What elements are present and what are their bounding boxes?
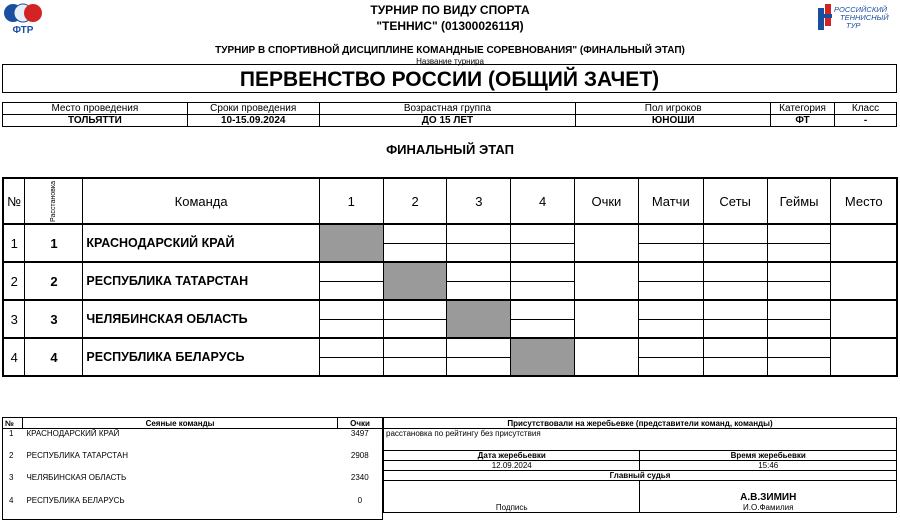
- self-cell: [319, 224, 383, 262]
- score-cell: [511, 224, 575, 243]
- games-cell: [767, 357, 831, 376]
- self-cell: [511, 338, 575, 376]
- score-cell: [447, 338, 511, 357]
- info-table: [2, 102, 897, 127]
- row-team: ЧЕЛЯБИНСКАЯ ОБЛАСТЬ: [83, 300, 320, 338]
- table-row: [3, 262, 897, 281]
- draw-present-value: расстановка по рейтингу без присутствия: [384, 429, 897, 451]
- games-cell: [767, 243, 831, 262]
- draw-datetime-row: [384, 461, 897, 471]
- rtt-logo-line-1: РОССИЙСКИЙ: [834, 5, 887, 14]
- draw-present-label: Присутствовали на жеребьевке (представители команд, команды): [384, 418, 897, 429]
- score-cell: [447, 243, 511, 262]
- matches-cell: [638, 243, 703, 262]
- score-cell: [319, 357, 383, 376]
- seeded-team: РЕСПУБЛИКА ТАТАРСТАН: [26, 450, 128, 460]
- info-value-venue: ТОЛЬЯТТИ: [3, 115, 188, 127]
- score-cell: [447, 262, 511, 281]
- matches-cell: [638, 357, 703, 376]
- score-cell: [511, 300, 575, 319]
- score-cell: [383, 338, 447, 357]
- points-cell: [574, 224, 638, 262]
- self-cell: [383, 262, 447, 300]
- score-cell: [511, 262, 575, 281]
- table-row: [3, 224, 897, 243]
- draw-present-header-row: [384, 418, 897, 429]
- discipline-title: ТУРНИР В СПОРТИВНОЙ ДИСЦИПЛИНЕ КОМАНДНЫЕ СОРЕВНОВАНИЯ" (ФИНАЛЬНЫЙ ЭТАП): [215, 45, 685, 56]
- seeded-header-num: №: [3, 418, 23, 429]
- draw-time-label: Время жеребьевки: [640, 451, 897, 461]
- matches-cell: [638, 262, 703, 281]
- list-item: [3, 429, 383, 451]
- seeded-num: 4: [3, 496, 23, 520]
- grid-header-num: №: [3, 178, 25, 224]
- seeded-header-points: Очки: [338, 418, 383, 429]
- info-label-dates: Сроки проведения: [187, 103, 319, 115]
- grid-header-row: [3, 178, 897, 224]
- grid-header-opp-2: 2: [383, 178, 447, 224]
- table-row: [3, 338, 897, 357]
- info-value-dates: 10-15.09.2024: [187, 115, 319, 127]
- score-cell: [383, 357, 447, 376]
- sets-cell: [703, 224, 767, 243]
- ftr-logo-text: ФТР: [12, 25, 34, 36]
- score-cell: [383, 319, 447, 338]
- grid-header-seed-label: Расстановка: [50, 180, 58, 222]
- seeded-num: 2: [3, 451, 23, 473]
- matches-cell: [638, 319, 703, 338]
- score-cell: [319, 262, 383, 281]
- grid-header-sets: Сеты: [703, 178, 767, 224]
- games-cell: [767, 319, 831, 338]
- draw-referee-label: Главный судья: [384, 471, 897, 481]
- info-label-class: Класс: [835, 103, 897, 115]
- score-cell: [511, 281, 575, 300]
- seeded-points: 2908: [338, 451, 383, 473]
- info-label-venue: Место проведения: [3, 103, 188, 115]
- row-team: КРАСНОДАРСКИЙ КРАЙ: [83, 224, 320, 262]
- list-item: [3, 473, 383, 496]
- grid-header-opp-1: 1: [319, 178, 383, 224]
- games-cell: [767, 262, 831, 281]
- row-num: 4: [3, 338, 25, 376]
- info-values-row: [3, 115, 897, 127]
- grid-header-matches: Матчи: [638, 178, 703, 224]
- info-label-category: Категория: [771, 103, 835, 115]
- sets-cell: [703, 262, 767, 281]
- row-num: 3: [3, 300, 25, 338]
- self-cell: [447, 300, 511, 338]
- score-cell: [383, 300, 447, 319]
- draw-signature-cell: [384, 481, 640, 513]
- info-labels-row: [3, 103, 897, 115]
- draw-present-row: [384, 429, 897, 451]
- points-cell: [574, 300, 638, 338]
- draw-date-value: 12.09.2024: [384, 461, 640, 471]
- seeded-points: 3497: [338, 429, 383, 451]
- row-seed: 4: [25, 338, 83, 376]
- draw-table: [383, 417, 897, 513]
- place-cell: [831, 338, 897, 376]
- points-cell: [574, 338, 638, 376]
- sets-cell: [703, 281, 767, 300]
- score-cell: [447, 357, 511, 376]
- score-cell: [383, 243, 447, 262]
- sets-cell: [703, 300, 767, 319]
- seeded-num: 3: [3, 473, 23, 496]
- rtt-logo-line-3: ТУР: [846, 21, 861, 30]
- games-cell: [767, 338, 831, 357]
- seeded-team: РЕСПУБЛИКА БЕЛАРУСЬ: [22, 496, 337, 520]
- seeded-points: 2340: [338, 473, 383, 496]
- score-cell: [319, 300, 383, 319]
- row-seed: 1: [25, 224, 83, 262]
- draw-time-value: 15:46: [640, 461, 897, 471]
- score-cell: [319, 319, 383, 338]
- matches-cell: [638, 224, 703, 243]
- points-cell: [574, 262, 638, 300]
- info-value-gender: ЮНОШИ: [576, 115, 771, 127]
- info-value-age: ДО 15 ЛЕТ: [319, 115, 576, 127]
- games-cell: [767, 281, 831, 300]
- table-row: [3, 300, 897, 319]
- tournament-name-label: Название турнира: [416, 57, 484, 66]
- row-team: РЕСПУБЛИКА ТАТАРСТАН: [83, 262, 320, 300]
- seeded-team: КРАСНОДАРСКИЙ КРАЙ: [26, 429, 120, 438]
- draw-referee-row: [384, 481, 897, 513]
- seeded-num: 1: [3, 429, 23, 451]
- score-cell: [319, 338, 383, 357]
- grid-header-opp-3: 3: [447, 178, 511, 224]
- draw-referee-name: А.В.ЗИМИН: [740, 492, 797, 503]
- seeded-team: ЧЕЛЯБИНСКАЯ ОБЛАСТЬ: [26, 472, 127, 482]
- row-num: 1: [3, 224, 25, 262]
- title-line-1: ТУРНИР ПО ВИДУ СПОРТА: [370, 3, 530, 17]
- stage-title: ФИНАЛЬНЫЙ ЭТАП: [386, 142, 514, 157]
- row-seed: 2: [25, 262, 83, 300]
- seeded-points: 0: [338, 496, 383, 520]
- row-num: 2: [3, 262, 25, 300]
- row-seed: 3: [25, 300, 83, 338]
- info-label-age: Возрастная группа: [319, 103, 576, 115]
- seeded-header-team: Сеяные команды: [22, 418, 337, 429]
- score-cell: [511, 319, 575, 338]
- list-item: [3, 496, 383, 520]
- score-cell: [447, 224, 511, 243]
- info-value-class: -: [835, 115, 897, 127]
- title-line-2: "ТЕННИС" (0130002611Я): [376, 19, 524, 33]
- matches-cell: [638, 338, 703, 357]
- sets-cell: [703, 319, 767, 338]
- sets-cell: [703, 243, 767, 262]
- grid-header-games: Геймы: [767, 178, 831, 224]
- list-item: [3, 451, 383, 473]
- tournament-name: ПЕРВЕНСТВО РОССИИ (ОБЩИЙ ЗАЧЕТ): [239, 68, 660, 91]
- rtt-logo-line-2: ТЕННИСНЫЙ: [840, 13, 889, 22]
- score-cell: [319, 281, 383, 300]
- place-cell: [831, 224, 897, 262]
- matches-cell: [638, 300, 703, 319]
- sets-cell: [703, 357, 767, 376]
- sets-cell: [703, 338, 767, 357]
- draw-referee-cell: [640, 481, 897, 513]
- draw-referee-header-row: [384, 471, 897, 481]
- matches-cell: [638, 281, 703, 300]
- grid-header-place: Место: [831, 178, 897, 224]
- games-cell: [767, 224, 831, 243]
- score-cell: [383, 224, 447, 243]
- score-cell: [511, 243, 575, 262]
- draw-datetime-header-row: [384, 451, 897, 461]
- draw-date-label: Дата жеребьевки: [384, 451, 640, 461]
- round-robin-table: [2, 177, 898, 377]
- grid-header-points: Очки: [574, 178, 638, 224]
- grid-header-seed: [25, 178, 83, 224]
- draw-fio-label: И.О.Фамилия: [743, 503, 794, 512]
- row-team: РЕСПУБЛИКА БЕЛАРУСЬ: [83, 338, 320, 376]
- draw-signature-label: Подпись: [495, 503, 528, 512]
- place-cell: [831, 262, 897, 300]
- score-cell: [447, 281, 511, 300]
- seeded-table: [2, 417, 383, 520]
- seeded-header-row: [3, 418, 383, 429]
- grid-header-team: Команда: [83, 178, 320, 224]
- games-cell: [767, 300, 831, 319]
- info-label-gender: Пол игроков: [576, 103, 771, 115]
- grid-header-opp-4: 4: [511, 178, 575, 224]
- tournament-name-box: [2, 64, 897, 93]
- info-value-category: ФТ: [771, 115, 835, 127]
- place-cell: [831, 300, 897, 338]
